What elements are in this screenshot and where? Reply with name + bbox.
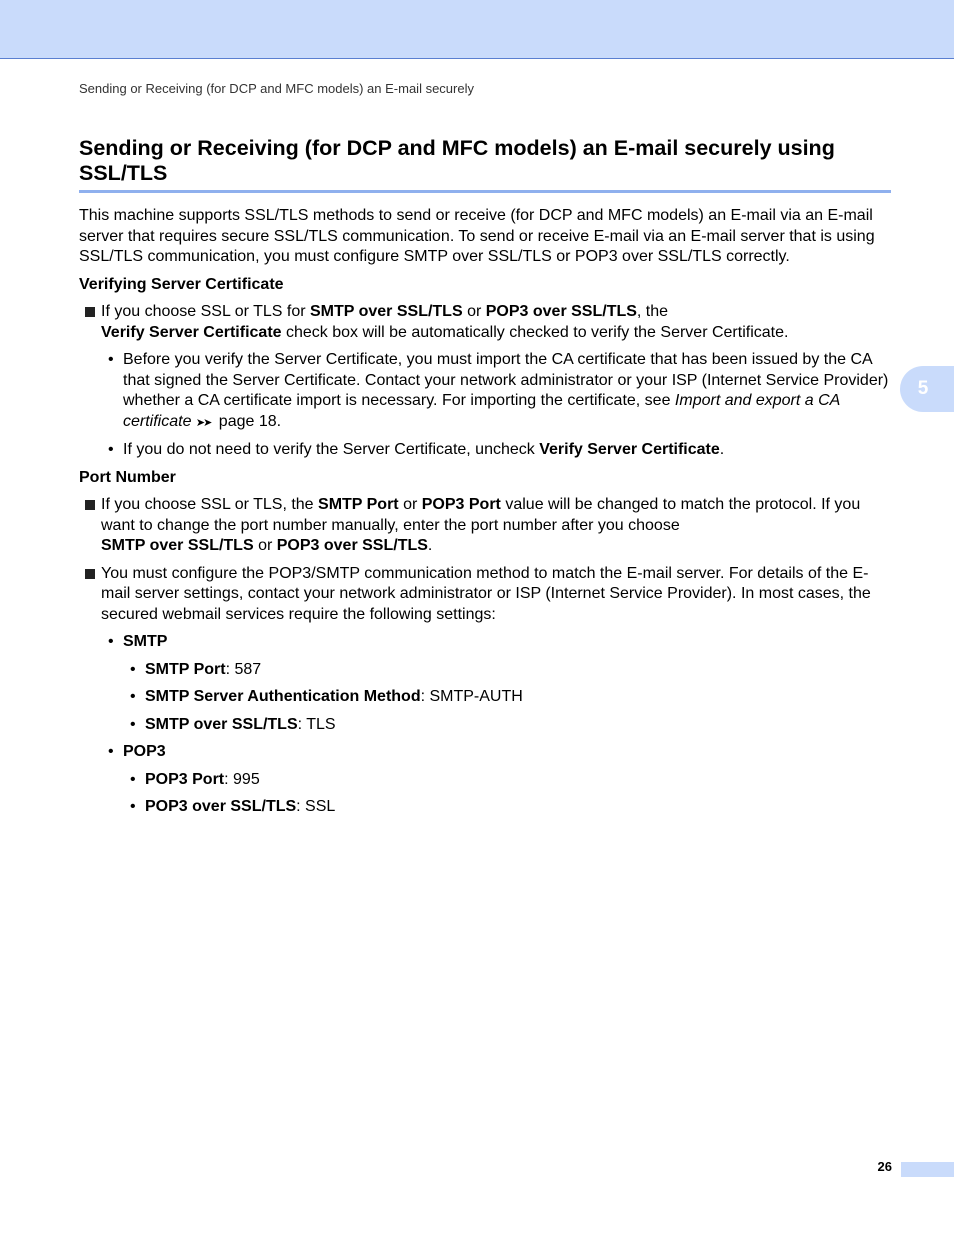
text: .	[719, 441, 725, 458]
setting-value: : SMTP-AUTH	[420, 688, 523, 705]
running-header: Sending or Receiving (for DCP and MFC models) an E-mail securely	[79, 81, 474, 96]
cross-reference-link[interactable]: Import and export a CA certificate	[123, 392, 840, 430]
text: Before you verify the Server Certificate, you must import the CA certificate that has been issued by the CA that signed the Server Certificate. Contact your network administrator or your ISP (Internet Service Provider) whether a CA certificate import is necessary. For importing the certificate, see	[123, 351, 889, 409]
chapter-tab	[900, 366, 954, 412]
list-item	[79, 797, 891, 818]
list-item	[79, 715, 891, 736]
setting-name: POP3 over SSL/TLS	[485, 303, 637, 320]
header-band	[0, 0, 954, 59]
setting-name: SMTP Port	[145, 660, 226, 678]
setting-name: POP3 over SSL/TLS	[145, 798, 297, 815]
settings-list	[79, 632, 891, 653]
verify-list	[79, 302, 891, 343]
text: If you do not need to verify the Server Certificate, uncheck	[123, 441, 540, 458]
list-item	[79, 770, 891, 791]
setting-value: : 587	[225, 660, 262, 678]
pop3-settings-list	[79, 770, 891, 818]
setting-name: Verify Server Certificate	[101, 323, 282, 341]
list-item	[79, 632, 891, 653]
text: value will be changed to match the protocol. If you want to change the port number manually, enter the port number after you choose	[101, 496, 861, 534]
smtp-settings-list	[79, 660, 891, 736]
bullet-dot-icon: •	[130, 798, 136, 815]
setting-name: POP3 Port	[421, 496, 501, 513]
square-bullet-icon	[85, 500, 95, 510]
setting-name: SMTP over SSL/TLS	[101, 537, 254, 554]
bullet-dot-icon: •	[130, 770, 136, 788]
page-content	[79, 136, 891, 818]
bullet-dot-icon: •	[108, 351, 114, 368]
setting-name: POP3 Port	[145, 770, 225, 788]
protocol-label: POP3	[123, 743, 166, 760]
page-number: 26	[877, 1159, 892, 1174]
setting-name: SMTP over SSL/TLS	[145, 715, 298, 733]
bullet-dot-icon: •	[108, 633, 114, 650]
page-reference: page 18.	[214, 412, 282, 430]
text: If you choose SSL or TLS, the	[101, 496, 319, 513]
section-title: Sending or Receiving (for DCP and MFC models) an E-mail securely using SSL/TLS	[79, 136, 891, 193]
verify-sub-list	[79, 350, 891, 461]
protocol-label: SMTP	[123, 633, 168, 650]
text: , the	[636, 303, 669, 320]
text: .	[427, 537, 433, 554]
port-heading: Port Number	[79, 468, 176, 486]
setting-value: : TLS	[297, 715, 336, 733]
square-bullet-icon	[85, 569, 95, 579]
text: check box will be automatically checked to verify the Server Certificate.	[281, 323, 789, 341]
setting-name: SMTP over SSL/TLS	[310, 303, 463, 320]
bullet-dot-icon: •	[130, 688, 136, 705]
list-item	[79, 440, 891, 461]
text: or	[462, 303, 486, 320]
list-item	[79, 350, 891, 433]
list-item	[79, 302, 891, 343]
list-item	[79, 660, 891, 681]
bullet-dot-icon: •	[130, 660, 136, 678]
chapter-number: 5	[917, 378, 929, 399]
setting-value: : 995	[224, 770, 260, 788]
bullet-dot-icon: •	[108, 441, 114, 458]
text: or	[253, 537, 277, 554]
text: or	[398, 496, 422, 513]
bullet-dot-icon: •	[108, 743, 114, 760]
square-bullet-icon	[85, 307, 95, 317]
settings-list	[79, 742, 891, 763]
setting-name: POP3 over SSL/TLS	[276, 537, 428, 554]
text: If you choose SSL or TLS for	[101, 303, 310, 320]
list-item	[79, 564, 891, 626]
setting-name: SMTP Server Authentication Method	[145, 688, 421, 705]
setting-name: SMTP Port	[318, 496, 399, 513]
list-item	[79, 495, 891, 557]
setting-value: : SSL	[296, 798, 336, 815]
setting-name: Verify Server Certificate	[539, 441, 720, 458]
footer-band	[901, 1162, 954, 1177]
double-arrow-icon: ➤➤	[195, 416, 211, 429]
intro-paragraph: This machine supports SSL/TLS methods to send or receive (for DCP and MFC models) an E-mail via an E-mail server that requires secure SSL/TLS communication. To send or receive E-mail via an E-mail server that is using SSL/TLS communication, you must configure SMTP over SSL/TLS or POP3 over SSL/TLS correctly.	[79, 207, 875, 265]
list-item	[79, 742, 891, 763]
list-item	[79, 687, 891, 708]
port-list	[79, 495, 891, 625]
verify-heading: Verifying Server Certificate	[79, 275, 284, 293]
bullet-dot-icon: •	[130, 715, 136, 733]
text: You must configure the POP3/SMTP communication method to match the E-mail server. For details of the E-mail server settings, contact your network administrator or ISP (Internet Service Provider). In most cases, the secured webmail services require the following settings:	[101, 564, 871, 623]
